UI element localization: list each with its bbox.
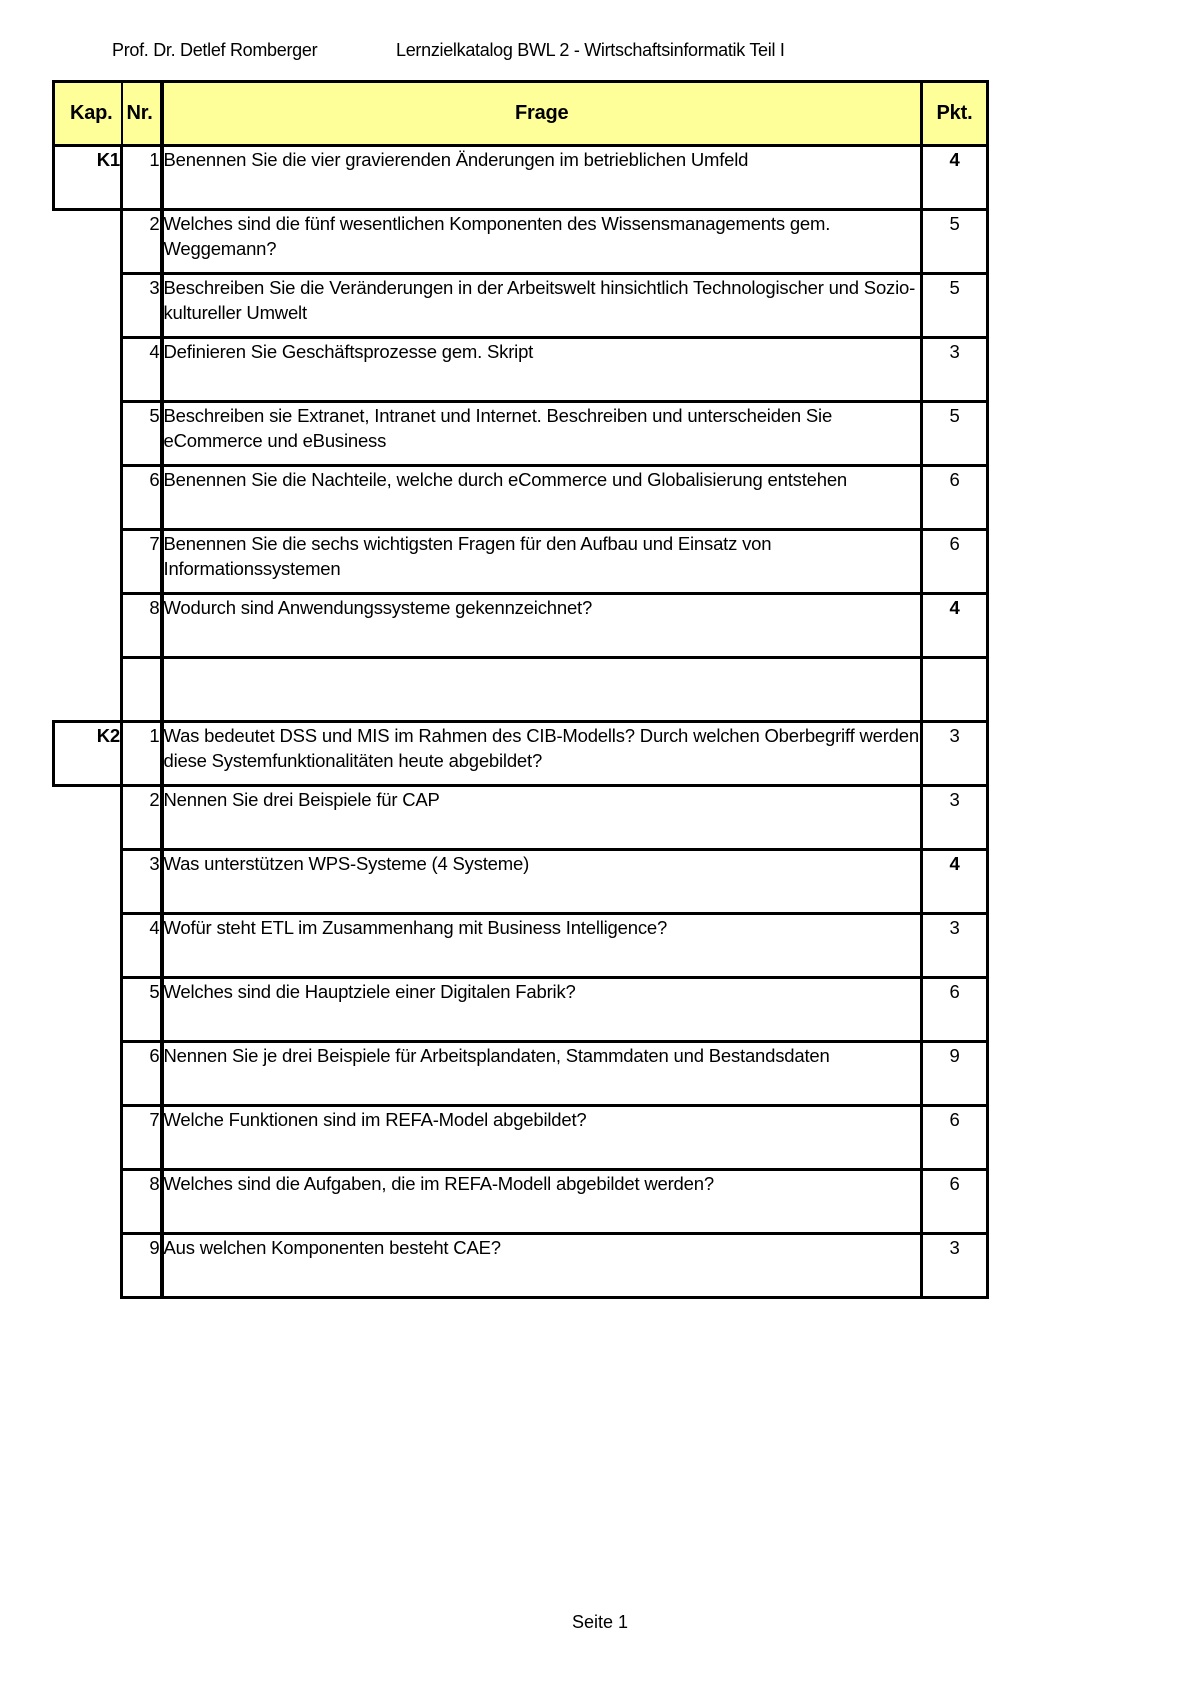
cell-frage: Wofür steht ETL im Zusammenhang mit Business Intelligence? [162, 914, 922, 978]
cell-nummer: 1 [122, 146, 162, 210]
cell-nummer: 6 [122, 1042, 162, 1106]
cell-kapitel [54, 1042, 122, 1106]
cell-punkte: 5 [922, 274, 988, 338]
cell-nummer: 9 [122, 1234, 162, 1298]
cell-kapitel [54, 530, 122, 594]
cell-kapitel [54, 1106, 122, 1170]
cell-nummer [122, 658, 162, 722]
cell-punkte: 6 [922, 1170, 988, 1234]
cell-punkte: 9 [922, 1042, 988, 1106]
table-row [54, 210, 988, 274]
cell-kapitel [54, 850, 122, 914]
column-header-kap: Kap. [54, 82, 122, 146]
cell-nummer: 4 [122, 338, 162, 402]
cell-frage: Benennen Sie die sechs wichtigsten Fragen für den Aufbau und Einsatz von Informationssystemen [162, 530, 922, 594]
cell-punkte: 3 [922, 722, 988, 786]
column-header-frage: Frage [162, 82, 922, 146]
table-row [54, 850, 988, 914]
cell-kapitel: K2 [54, 722, 122, 786]
cell-kapitel [54, 210, 122, 274]
cell-punkte: 4 [922, 594, 988, 658]
table-row [54, 722, 988, 786]
cell-punkte: 3 [922, 786, 988, 850]
cell-punkte: 5 [922, 402, 988, 466]
cell-kapitel [54, 402, 122, 466]
cell-nummer: 2 [122, 210, 162, 274]
table-row [54, 914, 988, 978]
table-row [54, 1042, 988, 1106]
column-header-pkt: Pkt. [922, 82, 988, 146]
cell-punkte: 4 [922, 146, 988, 210]
table-row [54, 658, 988, 722]
header-title: Lernzielkatalog BWL 2 - Wirtschaftsinformatik Teil I [396, 40, 785, 60]
cell-punkte: 6 [922, 530, 988, 594]
cell-nummer: 4 [122, 914, 162, 978]
table-row [54, 274, 988, 338]
cell-frage: Was unterstützen WPS-Systeme (4 Systeme) [162, 850, 922, 914]
cell-frage: Welches sind die Hauptziele einer Digitalen Fabrik? [162, 978, 922, 1042]
cell-frage: Nennen Sie drei Beispiele für CAP [162, 786, 922, 850]
cell-nummer: 3 [122, 274, 162, 338]
table-row [54, 594, 988, 658]
cell-nummer: 8 [122, 1170, 162, 1234]
cell-kapitel [54, 978, 122, 1042]
cell-frage: Beschreiben sie Extranet, Intranet und Internet. Beschreiben und unterscheiden Sie eCommerce und eBusiness [162, 402, 922, 466]
cell-kapitel: K1 [54, 146, 122, 210]
table-header-row [54, 82, 988, 146]
cell-kapitel [54, 274, 122, 338]
cell-punkte: 6 [922, 466, 988, 530]
cell-frage: Welches sind die fünf wesentlichen Komponenten des Wissensmanagements gem. Weggemann? [162, 210, 922, 274]
cell-nummer: 7 [122, 1106, 162, 1170]
cell-frage: Welches sind die Aufgaben, die im REFA-Modell abgebildet werden? [162, 1170, 922, 1234]
cell-frage: Beschreiben Sie die Veränderungen in der Arbeitswelt hinsichtlich Technologischer und Sozio-kultureller Umwelt [162, 274, 922, 338]
cell-punkte: 6 [922, 1106, 988, 1170]
cell-punkte [922, 658, 988, 722]
table-row [54, 1170, 988, 1234]
cell-frage: Benennen Sie die vier gravierenden Änderungen im betrieblichen Umfeld [162, 146, 922, 210]
cell-nummer: 3 [122, 850, 162, 914]
cell-nummer: 7 [122, 530, 162, 594]
cell-frage: Welche Funktionen sind im REFA-Model abgebildet? [162, 1106, 922, 1170]
cell-punkte: 3 [922, 1234, 988, 1298]
cell-nummer: 5 [122, 402, 162, 466]
table-body [54, 146, 988, 1298]
cell-punkte: 5 [922, 210, 988, 274]
cell-nummer: 1 [122, 722, 162, 786]
header-author: Prof. Dr. Detlef Romberger [112, 40, 318, 60]
cell-punkte: 3 [922, 338, 988, 402]
cell-frage: Definieren Sie Geschäftsprozesse gem. Skript [162, 338, 922, 402]
column-header-nr: Nr. [122, 82, 162, 146]
cell-kapitel [54, 658, 122, 722]
table-row [54, 1106, 988, 1170]
cell-frage: Aus welchen Komponenten besteht CAE? [162, 1234, 922, 1298]
table-row [54, 338, 988, 402]
cell-kapitel [54, 466, 122, 530]
table-row [54, 1234, 988, 1298]
cell-nummer: 2 [122, 786, 162, 850]
table-row [54, 530, 988, 594]
table-row [54, 402, 988, 466]
cell-kapitel [54, 1170, 122, 1234]
cell-frage: Was bedeutet DSS und MIS im Rahmen des CIB-Modells? Durch welchen Oberbegriff werden diese Systemfunktionalitäten heute abgebildet? [162, 722, 922, 786]
cell-kapitel [54, 786, 122, 850]
cell-kapitel [54, 338, 122, 402]
table-row [54, 978, 988, 1042]
cell-frage: Benennen Sie die Nachteile, welche durch eCommerce und Globalisierung entstehen [162, 466, 922, 530]
cell-frage: Nennen Sie je drei Beispiele für Arbeitsplandaten, Stammdaten und Bestandsdaten [162, 1042, 922, 1106]
cell-frage [162, 658, 922, 722]
cell-frage: Wodurch sind Anwendungssysteme gekennzeichnet? [162, 594, 922, 658]
cell-nummer: 8 [122, 594, 162, 658]
cell-punkte: 6 [922, 978, 988, 1042]
cell-kapitel [54, 1234, 122, 1298]
question-table [52, 80, 989, 1299]
table-row [54, 146, 988, 210]
cell-punkte: 3 [922, 914, 988, 978]
page-number: Seite 1 [571, 1612, 629, 1632]
cell-nummer: 5 [122, 978, 162, 1042]
table-row [54, 466, 988, 530]
cell-punkte: 4 [922, 850, 988, 914]
cell-kapitel [54, 914, 122, 978]
cell-kapitel [54, 594, 122, 658]
table-row [54, 786, 988, 850]
cell-nummer: 6 [122, 466, 162, 530]
